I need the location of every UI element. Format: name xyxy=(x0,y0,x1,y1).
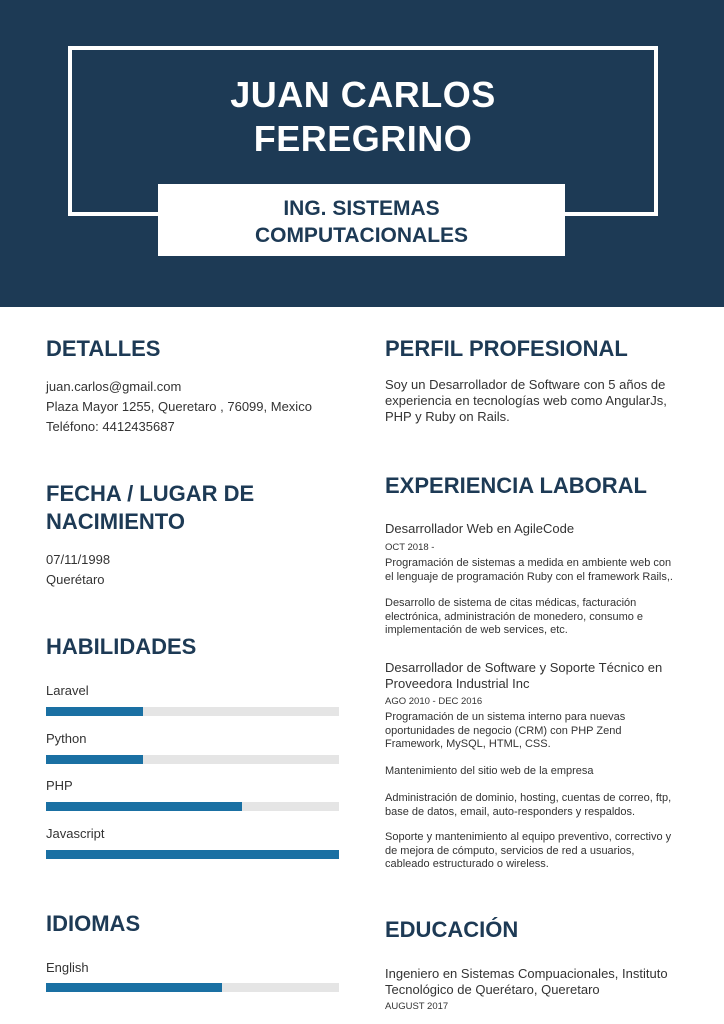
educacion-heading: EDUCACIÓN xyxy=(385,917,519,942)
perfil-line: experiencia en tecnologías web como AngularJs, xyxy=(385,393,667,408)
paragraph-line: Programación de sistemas a medida en ambiente web con xyxy=(385,557,672,569)
job2-paragraph-3 xyxy=(385,792,671,819)
skill-bar-fill xyxy=(46,755,143,764)
job2-dates: AGO 2010 - DEC 2016 xyxy=(385,696,483,707)
job1-paragraph-2 xyxy=(385,597,643,638)
email: juan.carlos@gmail.com xyxy=(46,379,182,394)
phone: Teléfono: 4412435687 xyxy=(46,419,175,434)
perfil-text xyxy=(385,377,667,425)
job2-paragraph-1 xyxy=(385,711,625,752)
job1-title: Desarrollador Web en AgileCode xyxy=(385,521,575,536)
skill-label: Python xyxy=(46,731,87,746)
skill-bar-fill xyxy=(46,850,339,859)
skill-bar xyxy=(46,850,339,859)
skill-label: PHP xyxy=(46,778,73,793)
job2-paragraph-4 xyxy=(385,831,671,872)
detalles-heading: DETALLES xyxy=(46,336,161,361)
skill-bar-fill xyxy=(46,802,242,811)
skill-label: Javascript xyxy=(46,826,105,841)
experiencia-heading: EXPERIENCIA LABORAL xyxy=(385,473,647,498)
name-line-2: FEREGRINO xyxy=(253,118,473,159)
paragraph-line: Soporte y mantenimiento al equipo preventivo, correctivo y xyxy=(385,831,672,843)
education-line: Ingeniero en Sistemas Compuacionales, Instituto xyxy=(385,966,668,981)
paragraph-line: Programación de un sistema interno para nuevas xyxy=(385,711,626,723)
paragraph-line: Mantenimiento del sitio web de la empresa xyxy=(385,765,594,777)
birth-date: 07/11/1998 xyxy=(46,552,111,567)
nacimiento-heading xyxy=(46,480,254,536)
paragraph-line: Framework, MySQL, HTML, CSS. xyxy=(385,738,551,750)
job2-title-line: Proveedora Industrial Inc xyxy=(385,676,530,691)
language-bar-fill xyxy=(46,983,222,992)
address: Plaza Mayor 1255, Queretaro , 76099, Mexico xyxy=(46,399,312,414)
paragraph-line: Administración de dominio, hosting, cuentas de correo, ftp, xyxy=(385,792,672,804)
skill-bar xyxy=(46,802,339,811)
skill-label: Laravel xyxy=(46,683,89,698)
habilidades-heading: HABILIDADES xyxy=(46,634,197,659)
skill-bar-fill xyxy=(46,707,143,716)
nacimiento-heading-line-2: NACIMIENTO xyxy=(46,509,185,534)
job1-paragraph-1 xyxy=(385,557,673,584)
job-title-line-1: ING. SISTEMAS xyxy=(283,197,440,220)
education-entry xyxy=(385,966,668,998)
language-label: English xyxy=(46,960,89,975)
job1-dates: OCT 2018 - xyxy=(385,542,435,553)
language-bar xyxy=(46,983,339,992)
job-title-line-2: COMPUTACIONALES xyxy=(254,224,469,247)
nacimiento-heading-line-1: FECHA / LUGAR DE xyxy=(46,481,255,506)
paragraph-line: Desarrollo de sistema de citas médicas, facturación xyxy=(385,597,637,609)
paragraph-line: cableado estructurado o wireless. xyxy=(385,858,549,870)
education-line: Tecnológico de Querétaro, Queretaro xyxy=(385,982,600,997)
name-line-1: JUAN CARLOS xyxy=(230,74,496,115)
paragraph-line: el lenguaje de programación Ruby con el framework Rails,. xyxy=(385,570,673,583)
candidate-name xyxy=(68,73,658,161)
paragraph-line: electrónica, administración de monedero, consumo e xyxy=(385,610,644,623)
job2-title xyxy=(385,660,662,692)
idiomas-heading: IDIOMAS xyxy=(46,911,141,936)
education-date: AUGUST 2017 xyxy=(385,1001,449,1012)
job2-paragraph-2 xyxy=(385,765,594,779)
perfil-heading: PERFIL PROFESIONAL xyxy=(385,336,628,361)
paragraph-line: implementación de web services, etc. xyxy=(385,624,568,636)
skill-bar xyxy=(46,755,339,764)
paragraph-line: de mejora de cómputo, servicios de red a usuarios, xyxy=(385,844,635,857)
skill-bar xyxy=(46,707,339,716)
paragraph-line: oportunidades de negocio (CRM) con PHP Zend xyxy=(385,724,622,737)
perfil-line: Soy un Desarrollador de Software con 5 años de xyxy=(385,377,666,392)
job2-title-line: Desarrollador de Software y Soporte Técnico en xyxy=(385,660,663,675)
birth-place: Querétaro xyxy=(46,572,105,587)
paragraph-line: base de datos, email, auto-responders y respaldos. xyxy=(385,805,636,818)
job-title xyxy=(158,195,565,249)
perfil-line: PHP y Ruby on Rails. xyxy=(385,409,510,424)
